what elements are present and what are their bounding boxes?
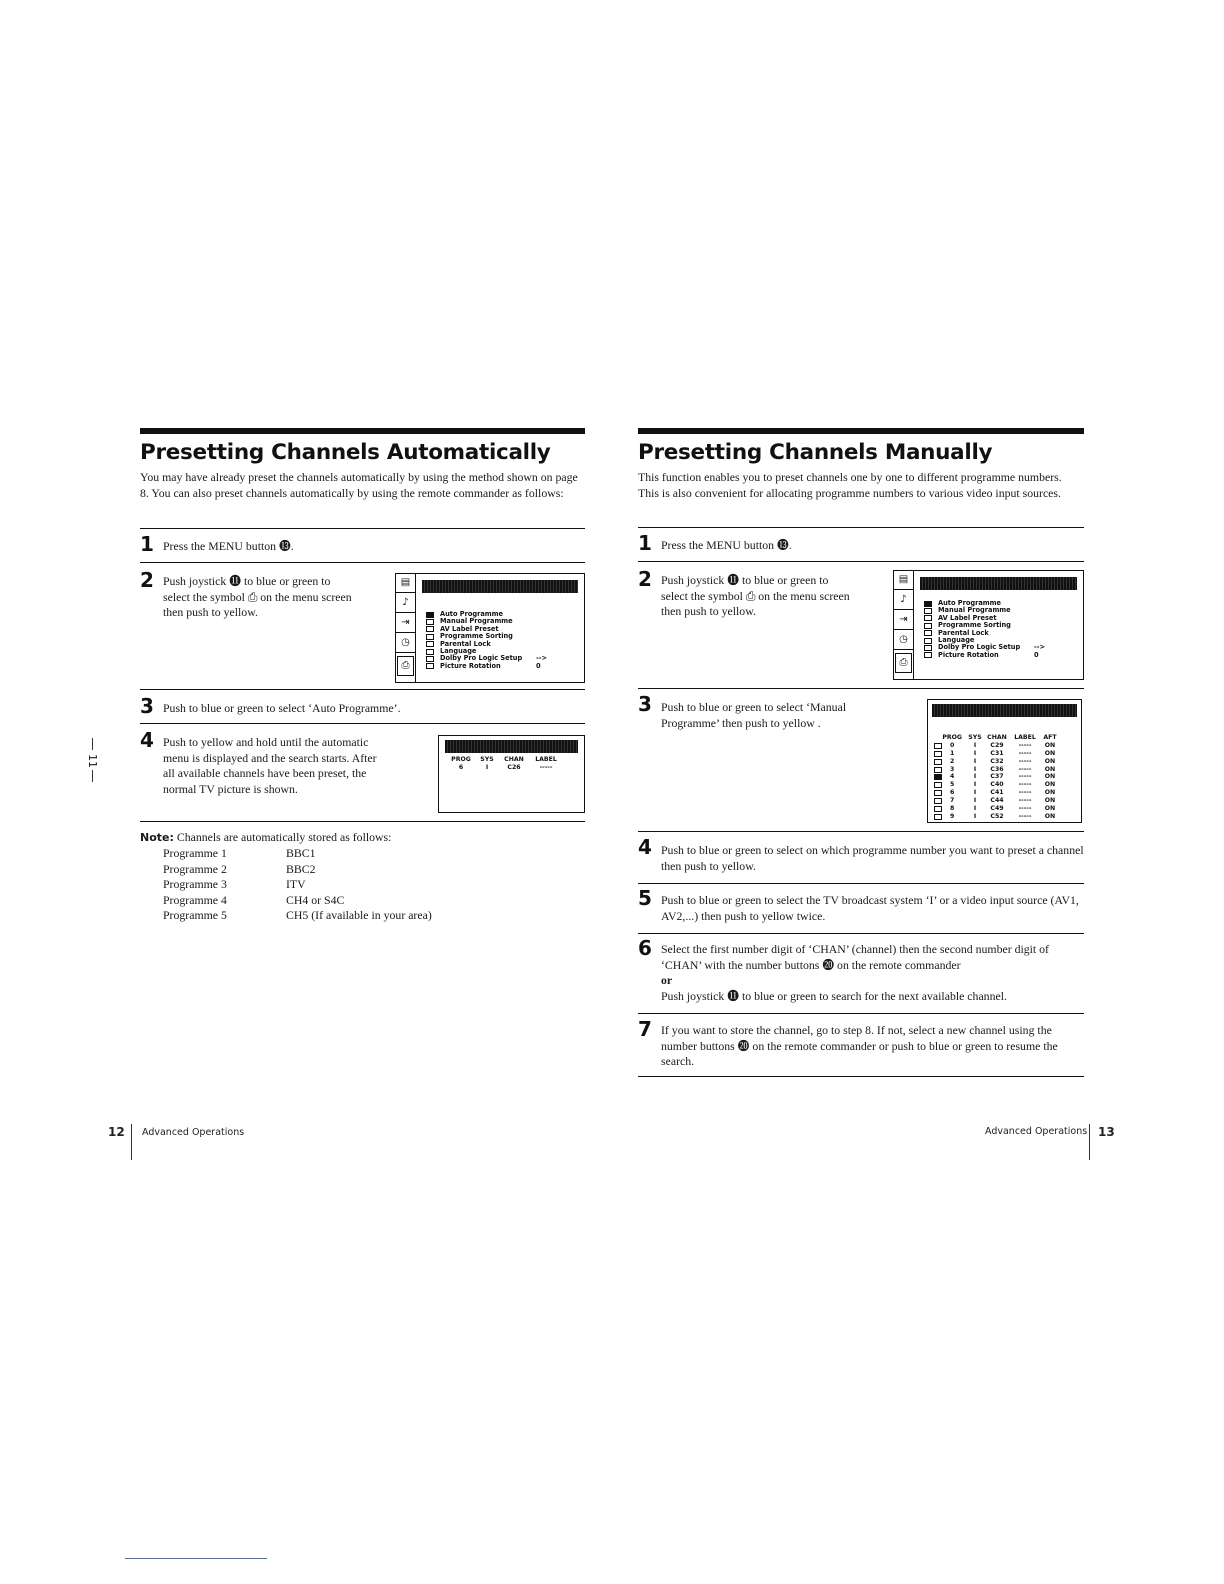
- row-checkbox: [934, 743, 942, 749]
- osd-menu-list: [924, 600, 1054, 659]
- step-number: 6: [638, 936, 652, 960]
- menu-item: Dolby Pro Logic Setup -->: [426, 655, 556, 662]
- list-item: Programme 3 ITV: [163, 877, 306, 891]
- step-text: [661, 942, 1084, 1004]
- osd-title-bar: [932, 704, 1077, 717]
- osd-title-bar: [920, 577, 1077, 590]
- menu-item: Language: [924, 637, 1054, 644]
- footer-divider: [131, 1124, 132, 1160]
- page-number: 13: [1098, 1125, 1115, 1139]
- footer-right: [985, 1125, 1087, 1136]
- note-text: Channels are automatically stored as follows:: [176, 830, 392, 844]
- osd-menu-screen: [395, 573, 585, 683]
- section-title: Presetting Channels Automatically: [140, 440, 551, 465]
- section-rule: [638, 428, 1084, 434]
- table-row: 9 I C52 ----- ON: [934, 813, 1060, 821]
- step-text: Push to blue or green to select on which programme number you want to preset a channel then push to yellow.: [661, 843, 1084, 873]
- setup-icon: ⎙: [895, 653, 912, 673]
- sound-icon: ♪: [396, 594, 415, 613]
- section-intro: This function enables you to preset channels one by one to different programme numbers. This is also convenient for allocating programme numbers to various video input sources.: [638, 470, 1062, 500]
- timer-icon: ◷: [396, 634, 415, 653]
- footer-left: [108, 1125, 245, 1139]
- osd-menu-screen: [893, 570, 1084, 680]
- menu-item: Dolby Pro Logic Setup -->: [924, 644, 1054, 651]
- step-7: [638, 1013, 1084, 1077]
- osd-auto-programme-screen: [438, 735, 585, 813]
- row-checkbox: [934, 759, 942, 765]
- section-title: Presetting Channels Manually: [638, 440, 993, 465]
- step-number: 4: [638, 835, 652, 859]
- row-checkbox: [934, 790, 942, 796]
- step-number: 7: [638, 1017, 652, 1041]
- section-intro: You may have already preset the channels automatically by using the method shown on page 8. You can also preset channels automatically by using the remote commander as follows:: [140, 470, 578, 500]
- step-2: [140, 562, 585, 689]
- page-number: 12: [108, 1125, 125, 1139]
- footer-right-page: [1098, 1125, 1115, 1139]
- table-row: 0 I C29 ----- ON: [934, 742, 1060, 750]
- table-row: 5 I C40 ----- ON: [934, 781, 1060, 789]
- step-5: [638, 883, 1084, 933]
- step-text: Push joystick ⓫ to blue or green to select the symbol ⎙ on the menu screen then push to yellow.: [661, 573, 850, 619]
- section-rule: [140, 428, 585, 434]
- menu-item: Auto Programme: [924, 600, 1054, 607]
- table-row: 6 I C26 -----: [458, 763, 553, 771]
- table-row: 3 I C36 ----- ON: [934, 766, 1060, 774]
- row-checkbox: [934, 751, 942, 757]
- step-2: [638, 561, 1084, 688]
- step-text: Push to yellow and hold until the automatic menu is displayed and the search starts. After all available channels have been preset, the normal TV picture is shown.: [163, 735, 377, 796]
- note-label: Note:: [140, 831, 174, 844]
- setup-icon: ⎙: [397, 656, 414, 676]
- menu-item: Manual Programme: [924, 607, 1054, 614]
- step-text: Press the MENU button ⓭.: [163, 539, 294, 553]
- table-row: 4 I C37 ----- ON: [934, 773, 1060, 781]
- step-text: Press the MENU button ⓭.: [661, 538, 792, 552]
- sound-icon: ♪: [894, 591, 913, 610]
- row-checkbox: [934, 774, 942, 780]
- menu-item: Auto Programme: [426, 611, 556, 618]
- table-row: 7 I C44 ----- ON: [934, 797, 1060, 805]
- step-text: Push to blue or green to select ‘Manual Programme’ then push to yellow .: [661, 700, 847, 730]
- input-icon: ⇥: [894, 611, 913, 630]
- step-or: or: [661, 973, 673, 988]
- table-header: PROG SYS CHAN LABEL AFT: [942, 734, 1057, 741]
- menu-item: Picture Rotation 0: [924, 652, 1054, 659]
- step-1: [140, 528, 585, 562]
- note: [140, 830, 585, 846]
- step-number: 3: [140, 694, 154, 718]
- step-6: [638, 933, 1084, 1013]
- step-4: [140, 723, 585, 822]
- row-checkbox: [934, 798, 942, 804]
- table-row: 1 I C31 ----- ON: [934, 750, 1060, 758]
- step-number: 4: [140, 728, 154, 752]
- osd-title-bar: [422, 580, 578, 593]
- table-row: 8 I C49 ----- ON: [934, 805, 1060, 813]
- step-text-primary: Select the first number digit of ‘CHAN’ (channel) then the second number digit of ‘CHAN’ with the number buttons ⓴ on the remote commander: [661, 942, 1049, 972]
- table-row: 6 I C41 ----- ON: [934, 789, 1060, 797]
- menu-item: AV Label Preset: [924, 615, 1054, 622]
- row-checkbox: [934, 767, 942, 773]
- menu-item: Language: [426, 648, 556, 655]
- right-section: [638, 428, 1084, 501]
- step-number: 1: [638, 531, 652, 555]
- step-1: [638, 527, 1084, 561]
- osd-title-bar: [445, 740, 578, 753]
- programme-list: [163, 846, 432, 924]
- menu-item: Parental Lock: [924, 630, 1054, 637]
- left-section: [140, 428, 585, 501]
- auto-programme-table: [451, 756, 561, 772]
- menu-item: Manual Programme: [426, 618, 556, 625]
- step-text: Push to blue or green to select ‘Auto Programme’.: [163, 701, 401, 715]
- menu-item: Programme Sorting: [426, 633, 556, 640]
- step-3: [638, 688, 1084, 831]
- table-header: PROG SYS CHAN LABEL: [451, 756, 557, 763]
- side-page-mark: 11: [86, 738, 98, 782]
- step-text-alternate: Push joystick ⓫ to blue or green to search for the next available channel.: [661, 988, 1007, 1003]
- step-number: 2: [638, 567, 652, 591]
- picture-icon: ▤: [396, 574, 415, 593]
- footer-divider: [1089, 1124, 1090, 1160]
- osd-icon-column: [396, 574, 416, 682]
- timer-icon: ◷: [894, 631, 913, 650]
- footer-section: Advanced Operations: [985, 1126, 1088, 1137]
- step-number: 1: [140, 532, 154, 556]
- picture-icon: ▤: [894, 571, 913, 590]
- menu-item: AV Label Preset: [426, 626, 556, 633]
- manual-programme-table: [934, 734, 1060, 821]
- footer-section: Advanced Operations: [142, 1127, 245, 1138]
- step-number: 2: [140, 568, 154, 592]
- input-icon: ⇥: [396, 614, 415, 633]
- list-item: Programme 4 CH4 or S4C: [163, 892, 345, 907]
- step-number: 5: [638, 886, 652, 910]
- step-text: Push joystick ⓫ to blue or green to select the symbol ⎙ on the menu screen then push to yellow.: [163, 574, 352, 620]
- bottom-link-underline: [125, 1558, 267, 1559]
- row-checkbox: [934, 782, 942, 788]
- list-item: Programme 5 CH5 (If available in your area): [163, 908, 432, 922]
- list-item: Programme 1 BBC1: [163, 846, 316, 860]
- menu-item: Programme Sorting: [924, 622, 1054, 629]
- list-item: Programme 2 BBC2: [163, 861, 316, 876]
- step-text: Push to blue or green to select the TV broadcast system ‘I’ or a video input source (AV1, AV2,...) then push to yellow twice.: [661, 893, 1079, 923]
- osd-manual-programme-screen: [927, 699, 1082, 823]
- step-number: 3: [638, 692, 652, 716]
- row-checkbox: [934, 806, 942, 812]
- step-text: If you want to store the channel, go to step 8. If not, select a new channel using the number buttons ⓴ on the remote commander or push to blue or green to resume the search.: [661, 1023, 1058, 1069]
- table-row: 2 I C32 ----- ON: [934, 758, 1060, 766]
- osd-menu-list: [426, 611, 556, 670]
- row-checkbox: [934, 814, 942, 820]
- menu-item: Parental Lock: [426, 641, 556, 648]
- step-3: [140, 689, 585, 723]
- step-4: [638, 831, 1084, 883]
- osd-icon-column: [894, 571, 914, 679]
- menu-item: Picture Rotation 0: [426, 663, 556, 670]
